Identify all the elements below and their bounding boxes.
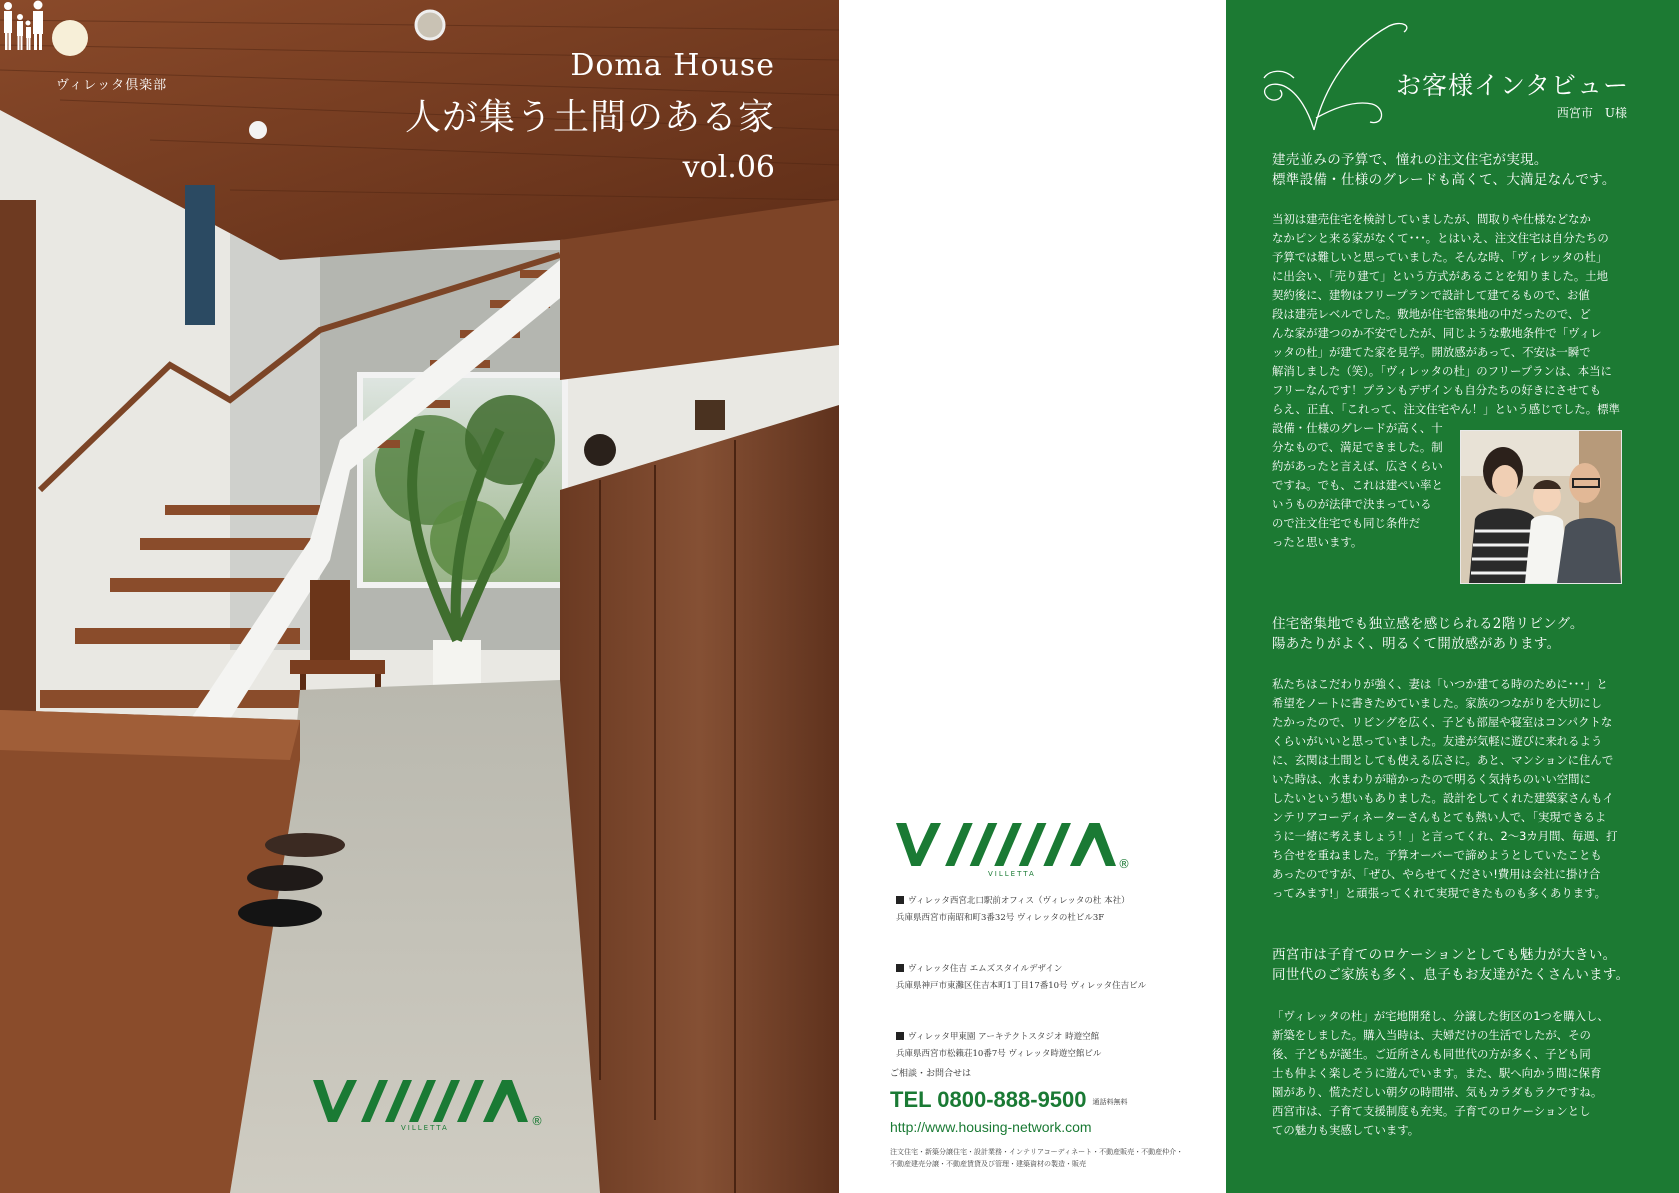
lead-line: 住宅密集地でも独立感を感じられる2階リビング。 — [1272, 616, 1584, 632]
body-line: らえ、正直、「これって、注文住宅やん！」という感じでした。標準 — [1272, 402, 1620, 416]
back-villetta-logo — [896, 822, 1136, 882]
villetta-logo-mark — [313, 1080, 528, 1122]
lead-line: 陽あたりがよく、明るくて開放感があります。 — [1272, 636, 1561, 652]
office-name: ヴィレッタ住吉 エムズスタイルデザイン — [908, 964, 1063, 974]
interview-subtitle: 西宮市 U様 — [1556, 106, 1627, 120]
bullet-square-icon — [896, 1032, 904, 1040]
body-line: 契約後に、建物はフリープランで設計して建てるもので、お値 — [1272, 288, 1590, 302]
office-entry — [896, 961, 1216, 995]
logo-subtext: VILLETTA — [988, 870, 1036, 878]
body-line: 士も仲よく楽しそうに遊んでいます。また、駅へ向かう間に保育 — [1272, 1066, 1602, 1080]
body-line: ての魅力も実感しています。 — [1272, 1123, 1420, 1137]
body-line: 当初は建売住宅を検討していましたが、間取りや仕様などなか — [1272, 212, 1591, 226]
body-line: あったのですが、「ぜひ、やらせてください!費用は会社に掛け合 — [1272, 867, 1601, 881]
body-line: したいという想いもありました。設計をしてくれた建築家さんもイ — [1272, 791, 1614, 805]
family-icon — [0, 0, 46, 52]
cover-title-ja: 人が集う土間のある家 — [404, 97, 775, 138]
lead-line: 建売並みの予算で、憧れの注文住宅が実現。 — [1272, 152, 1548, 168]
body-line: くらいがいいと思っていました。友達が気軽に遊びに来れるよう — [1272, 734, 1603, 748]
body-line: 設備・仕様のグレードが高く、十 — [1272, 421, 1443, 435]
office-address: 兵庫県神戸市東灘区住吉本町1丁目17番10号 ヴィレッタ住吉ビル — [896, 981, 1147, 991]
villetta-logo-mark — [896, 822, 1116, 867]
body-line: いうものが法律で決まっている — [1272, 497, 1432, 511]
services-line: 不動産建売分譲・不動産賃貸及び管理・建築資材の製造・販売 — [890, 1160, 1086, 1168]
interview-title: お客様インタビュー — [1395, 71, 1629, 100]
logo-subtext: VILLETTA — [401, 1124, 449, 1132]
cover-title-block — [405, 48, 775, 185]
phone-number-text[interactable]: TEL 0800-888-9500 — [890, 1087, 1087, 1112]
body-line: に出会い、「売り建て」という方式があることを知りました。土地 — [1272, 269, 1609, 283]
body-line: 希望をノートに書きためていました。家族のつながりを大切にし — [1272, 696, 1602, 710]
section-body — [1272, 1007, 1637, 1140]
cover-title-en: Doma House — [570, 48, 775, 83]
body-line: たかったので、リビングを広く、子ども部屋や寝室はコンパクトな — [1272, 715, 1613, 729]
phone-number[interactable] — [890, 1087, 1128, 1113]
family-photo — [1460, 430, 1622, 584]
office-name: ヴィレッタ西宮北口駅前オフィス（ヴィレッタの杜 本社） — [908, 896, 1130, 906]
body-line: 「ヴィレッタの杜」が宅地開発し、分譲した街区の1つを購入し、 — [1272, 1009, 1609, 1023]
body-line: 西宮市は、子育て支援制度も充実。子育てのロケーションとし — [1272, 1104, 1591, 1118]
section-lead — [1272, 945, 1637, 985]
body-line: 分なもので、満足できました。制 — [1272, 440, 1443, 454]
office-entry — [896, 893, 1216, 927]
website-link[interactable]: http://www.housing-network.com — [890, 1119, 1092, 1135]
services-line: 注文住宅・新築分譲住宅・設計業務・インテリアコーディネート・不動産販売・不動産仲介・ — [890, 1148, 1184, 1156]
toll-free-note: 通話料無料 — [1092, 1099, 1128, 1106]
body-line: ンテリアコーディネーターさんもとても熱い人で、「実現できるよ — [1272, 810, 1607, 824]
lead-line: 同世代のご家族も多く、息子もお友達がたくさんいます。 — [1272, 967, 1630, 983]
body-line: 予算では難しいと思っていました。そんな時、「ヴィレッタの杜」 — [1272, 250, 1608, 264]
office-address: 兵庫県西宮市松籟荘10番7号 ヴィレッタ時遊空館ビル — [896, 1049, 1102, 1059]
office-entry — [896, 1029, 1216, 1063]
body-line: 約があったと言えば、広さくらい — [1272, 459, 1443, 473]
registered-mark: ® — [531, 1114, 543, 1128]
body-line: いた時は、水まわりが暗かったので明るく気持ちのいい空間に — [1272, 772, 1591, 786]
body-line: 新築をしました。購入当時は、夫婦だけの生活でしたが、その — [1272, 1028, 1591, 1042]
body-line: に、玄関は土間としても使える広さに。あと、マンションに住んで — [1272, 753, 1614, 767]
interview-page — [1226, 0, 1679, 1193]
body-line: 私たちはこだわりが強く、妻は「いつか建てる時のために･･･」と — [1272, 677, 1608, 691]
family-photo-image — [1461, 431, 1621, 583]
cover-page — [0, 0, 839, 1193]
section-lead — [1272, 614, 1637, 654]
cover-volume: vol.06 — [682, 150, 775, 185]
office-address: 兵庫県西宮市南昭和町3番32号 ヴィレッタの杜ビル3F — [896, 913, 1105, 923]
body-line: ので注文住宅でも同じ条件だ — [1272, 516, 1421, 530]
body-narrow-block — [1272, 419, 1460, 552]
registered-mark: ® — [1118, 857, 1130, 871]
body-line: ってみます!」と頑張ってくれて実現できたものも多くあります。 — [1272, 886, 1606, 900]
lead-line: 標準設備・仕様のグレードも高くて、大満足なんです。 — [1272, 172, 1616, 188]
body-line: 解消しました（笑）。「ヴィレッタの杜」のフリープランは、本当に — [1272, 364, 1612, 378]
section-body — [1272, 675, 1637, 903]
body-line: んな家が建つのか不安でしたが、同じような敷地条件で「ヴィレ — [1272, 326, 1602, 340]
office-name: ヴィレッタ甲東園 アーキテクトスタジオ 時遊空館 — [908, 1032, 1100, 1042]
back-cover-page — [839, 0, 1226, 1193]
bullet-square-icon — [896, 964, 904, 972]
bullet-square-icon — [896, 896, 904, 904]
body-line: 後、子どもが誕生。ご近所さんも同世代の方が多く、子ども同 — [1272, 1047, 1591, 1061]
section-lead — [1272, 150, 1637, 190]
body-line: 段は建売レベルでした。敷地が住宅密集地の中だったので、ど — [1272, 307, 1591, 321]
body-line: ったと思います。 — [1272, 535, 1363, 549]
body-line: なかピンと来る家がなくて･･･。とはいえ、注文住宅は自分たちの — [1272, 231, 1609, 245]
services-list — [890, 1146, 1200, 1170]
contact-label: ご相談・お問合せは — [890, 1069, 972, 1079]
lead-line: 西宮市は子育てのロケーションとしても魅力が大きい。 — [1272, 947, 1617, 963]
flourish-ornament-icon — [1254, 18, 1414, 138]
body-line: うに一緒に考えましょう！」と言ってくれ、2〜3カ月間、毎週、打 — [1272, 829, 1618, 843]
body-line: フリーなんです！プランもデザインも自分たちの好きにさせても — [1272, 383, 1602, 397]
body-line: 園があり、慌ただしい朝夕の時間帯、気もカラダもラクですね。 — [1272, 1085, 1603, 1099]
body-line: ち合せを重ねました。予算オーバーで諦めようとしていたことも — [1272, 848, 1602, 862]
club-label: ヴィレッタ倶楽部 — [56, 78, 168, 93]
cover-villetta-logo — [313, 1080, 543, 1132]
body-line: ですね。でも、これは建ぺい率と — [1272, 478, 1443, 492]
body-line: ッタの杜」が建てた家を見学。開放感があって、不安は一瞬で — [1272, 345, 1591, 359]
